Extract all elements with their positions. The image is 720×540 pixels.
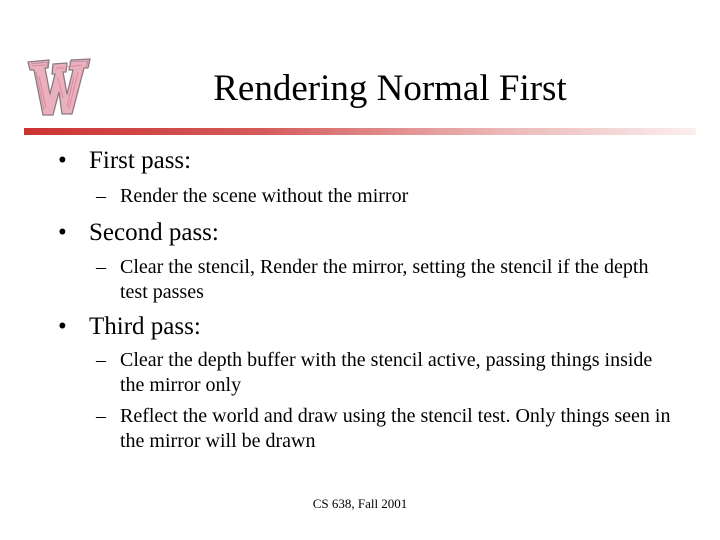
bullet-text: Second pass: <box>89 219 219 246</box>
sub-bullet-marker: – <box>96 405 106 427</box>
sub-bullet-text: Clear the depth buffer with the stencil active, passing things inside the mirror only <box>120 349 653 396</box>
sub-bullet-text: Reflect the world and draw using the stencil test. Only things seen in the mirror will be drawn <box>120 405 671 452</box>
sub-bullet <box>96 404 680 454</box>
bullet-marker: • <box>58 219 67 246</box>
sub-bullet-text: Clear the stencil, Render the mirror, setting the stencil if the depth test passes <box>120 256 649 303</box>
sub-bullet <box>96 348 680 398</box>
bullet-text: Third pass: <box>89 313 201 340</box>
sub-bullet <box>96 255 680 305</box>
sub-bullet-marker: – <box>96 256 106 278</box>
title-underline <box>24 128 696 135</box>
sub-bullet-marker: – <box>96 349 106 371</box>
sub-bullet-marker: – <box>96 185 106 207</box>
sub-bullet-text: Render the scene without the mirror <box>120 185 409 207</box>
bullet-text: First pass: <box>89 147 192 174</box>
slide-title: Rendering Normal First <box>213 68 567 109</box>
bullet-marker: • <box>58 313 67 340</box>
uw-w-logo-icon <box>22 52 94 122</box>
w-logo-graphic <box>22 52 94 122</box>
slide-footer: CS 638, Fall 2001 <box>312 496 408 511</box>
bullet-marker: • <box>58 147 67 174</box>
sub-bullet <box>96 184 680 209</box>
